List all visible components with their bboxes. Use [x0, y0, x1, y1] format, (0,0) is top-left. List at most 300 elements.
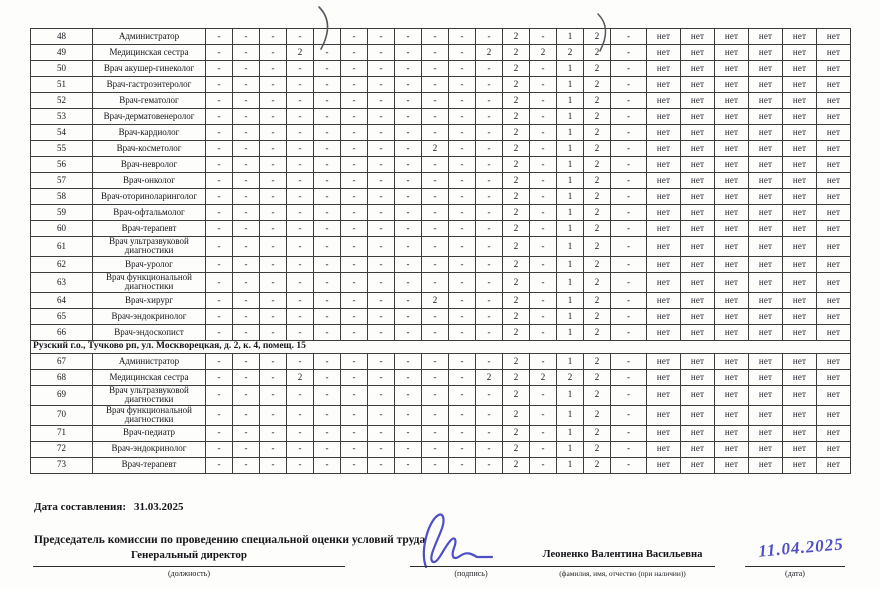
net-cell: нет: [647, 369, 681, 385]
row-number: 66: [31, 324, 93, 340]
data-cell: -: [206, 353, 233, 369]
data-cell: 2: [503, 272, 530, 292]
data-cell: -: [422, 272, 449, 292]
net-cell: нет: [681, 109, 715, 125]
data-cell: -: [233, 157, 260, 173]
data-cell: -: [395, 45, 422, 61]
data-cell: -: [395, 441, 422, 457]
data-cell: -: [395, 405, 422, 425]
data-cell: 2: [530, 45, 557, 61]
data-cell: -: [314, 93, 341, 109]
data-cell: -: [233, 425, 260, 441]
data-cell: -: [233, 441, 260, 457]
job-title-cell: Врач ультразвуковой диагностики: [93, 385, 206, 405]
data-cell: -: [530, 292, 557, 308]
table-row: [31, 29, 851, 45]
data-cell: 2: [584, 77, 611, 93]
data-cell: 1: [557, 125, 584, 141]
data-cell: -: [314, 237, 341, 257]
data-cell: -: [422, 77, 449, 93]
net-cell: нет: [647, 324, 681, 340]
data-cell: 2: [584, 29, 611, 45]
data-cell: -: [530, 425, 557, 441]
data-cell: -: [395, 324, 422, 340]
data-cell: -: [611, 324, 647, 340]
data-cell: 2: [584, 353, 611, 369]
data-cell: 2: [503, 205, 530, 221]
data-cell: 2: [584, 205, 611, 221]
data-cell: 2: [584, 61, 611, 77]
net-cell: нет: [647, 457, 681, 473]
data-cell: -: [233, 369, 260, 385]
data-cell: -: [395, 292, 422, 308]
data-cell: 1: [557, 292, 584, 308]
net-cell: нет: [715, 45, 749, 61]
net-cell: нет: [783, 256, 817, 272]
row-number: 57: [31, 173, 93, 189]
net-cell: нет: [749, 109, 783, 125]
data-cell: -: [314, 77, 341, 93]
net-cell: нет: [783, 173, 817, 189]
net-cell: нет: [749, 77, 783, 93]
data-cell: -: [314, 324, 341, 340]
net-cell: нет: [715, 93, 749, 109]
net-cell: нет: [715, 61, 749, 77]
data-cell: 2: [503, 292, 530, 308]
data-cell: -: [233, 353, 260, 369]
net-cell: нет: [783, 324, 817, 340]
data-cell: -: [476, 205, 503, 221]
data-cell: 2: [503, 441, 530, 457]
job-title-cell: Медицинская сестра: [93, 369, 206, 385]
data-cell: -: [206, 189, 233, 205]
data-cell: -: [368, 109, 395, 125]
data-cell: -: [314, 173, 341, 189]
job-title-cell: Врач-кардиолог: [93, 125, 206, 141]
row-number: 48: [31, 29, 93, 45]
job-title-cell: Врач-гастроэнтеролог: [93, 77, 206, 93]
row-number: 51: [31, 77, 93, 93]
data-cell: -: [368, 189, 395, 205]
data-cell: -: [422, 405, 449, 425]
row-number: 59: [31, 205, 93, 221]
data-cell: -: [287, 61, 314, 77]
job-title-cell: Врач-эндокринолог: [93, 441, 206, 457]
data-cell: 2: [503, 237, 530, 257]
job-title-cell: Врач-терапевт: [93, 457, 206, 473]
net-cell: нет: [817, 93, 851, 109]
data-cell: -: [368, 157, 395, 173]
data-cell: -: [449, 256, 476, 272]
data-cell: -: [206, 173, 233, 189]
data-cell: -: [476, 324, 503, 340]
data-cell: -: [341, 457, 368, 473]
net-cell: нет: [715, 77, 749, 93]
data-cell: -: [395, 221, 422, 237]
data-cell: -: [368, 441, 395, 457]
data-cell: -: [341, 29, 368, 45]
data-cell: 2: [503, 157, 530, 173]
net-cell: нет: [647, 93, 681, 109]
data-cell: -: [260, 369, 287, 385]
data-cell: -: [422, 189, 449, 205]
data-cell: -: [260, 125, 287, 141]
net-cell: нет: [817, 292, 851, 308]
data-cell: -: [341, 189, 368, 205]
data-cell: 1: [557, 425, 584, 441]
data-cell: -: [233, 61, 260, 77]
data-cell: -: [422, 93, 449, 109]
data-cell: -: [449, 93, 476, 109]
net-cell: нет: [715, 29, 749, 45]
net-cell: нет: [817, 441, 851, 457]
data-cell: -: [476, 425, 503, 441]
net-cell: нет: [749, 369, 783, 385]
net-cell: нет: [783, 385, 817, 405]
data-cell: -: [341, 405, 368, 425]
data-cell: -: [611, 109, 647, 125]
data-cell: 2: [584, 308, 611, 324]
data-cell: -: [314, 125, 341, 141]
data-cell: -: [341, 61, 368, 77]
net-cell: нет: [783, 308, 817, 324]
data-cell: -: [206, 157, 233, 173]
data-cell: -: [341, 425, 368, 441]
data-cell: -: [530, 205, 557, 221]
data-cell: -: [395, 61, 422, 77]
data-cell: -: [314, 221, 341, 237]
data-cell: -: [395, 173, 422, 189]
net-cell: нет: [783, 109, 817, 125]
net-cell: нет: [783, 45, 817, 61]
data-cell: -: [287, 221, 314, 237]
data-cell: 2: [584, 425, 611, 441]
data-cell: -: [206, 425, 233, 441]
net-cell: нет: [715, 157, 749, 173]
data-cell: -: [341, 125, 368, 141]
data-cell: -: [287, 441, 314, 457]
data-cell: -: [341, 272, 368, 292]
data-cell: -: [206, 205, 233, 221]
data-cell: -: [530, 237, 557, 257]
net-cell: нет: [749, 353, 783, 369]
data-cell: -: [341, 324, 368, 340]
data-cell: 1: [557, 237, 584, 257]
data-cell: -: [287, 173, 314, 189]
data-cell: 2: [584, 189, 611, 205]
net-cell: нет: [817, 425, 851, 441]
data-cell: -: [287, 141, 314, 157]
data-cell: -: [260, 221, 287, 237]
job-title-cell: Врач-эндоскопист: [93, 324, 206, 340]
data-cell: -: [314, 353, 341, 369]
net-cell: нет: [749, 205, 783, 221]
data-cell: -: [341, 385, 368, 405]
data-cell: -: [368, 205, 395, 221]
data-cell: -: [287, 353, 314, 369]
data-cell: -: [449, 308, 476, 324]
net-cell: нет: [647, 272, 681, 292]
row-number: 68: [31, 369, 93, 385]
data-cell: -: [368, 292, 395, 308]
data-cell: 2: [584, 405, 611, 425]
data-cell: -: [449, 205, 476, 221]
net-cell: нет: [715, 173, 749, 189]
data-cell: -: [287, 308, 314, 324]
data-cell: -: [206, 45, 233, 61]
data-cell: -: [476, 125, 503, 141]
data-cell: -: [530, 125, 557, 141]
net-cell: нет: [681, 324, 715, 340]
net-cell: нет: [647, 29, 681, 45]
data-cell: 1: [557, 308, 584, 324]
row-number: 72: [31, 441, 93, 457]
data-cell: -: [206, 324, 233, 340]
rows-container: [31, 29, 851, 474]
data-cell: -: [368, 77, 395, 93]
data-cell: -: [260, 256, 287, 272]
name-value: Леоненко Валентина Васильевна: [542, 549, 703, 560]
data-cell: -: [476, 237, 503, 257]
data-cell: -: [449, 405, 476, 425]
table-row: [31, 353, 851, 369]
data-cell: -: [341, 308, 368, 324]
data-cell: -: [287, 385, 314, 405]
data-cell: -: [368, 425, 395, 441]
data-cell: -: [530, 173, 557, 189]
data-cell: -: [233, 77, 260, 93]
table-row: [31, 205, 851, 221]
data-cell: -: [260, 405, 287, 425]
data-cell: -: [611, 61, 647, 77]
net-cell: нет: [817, 141, 851, 157]
data-cell: -: [341, 441, 368, 457]
net-cell: нет: [647, 157, 681, 173]
job-title-cell: Врач-педиатр: [93, 425, 206, 441]
data-cell: -: [206, 29, 233, 45]
data-cell: -: [341, 157, 368, 173]
data-cell: 1: [557, 272, 584, 292]
data-cell: -: [341, 205, 368, 221]
net-cell: нет: [783, 425, 817, 441]
data-cell: -: [368, 125, 395, 141]
net-cell: нет: [647, 205, 681, 221]
data-cell: -: [314, 369, 341, 385]
data-cell: -: [611, 237, 647, 257]
net-cell: нет: [715, 221, 749, 237]
data-cell: -: [287, 157, 314, 173]
table-row: [31, 272, 851, 292]
net-cell: нет: [681, 173, 715, 189]
table-row: [31, 369, 851, 385]
data-cell: -: [368, 29, 395, 45]
net-cell: нет: [817, 125, 851, 141]
data-cell: -: [530, 405, 557, 425]
net-cell: нет: [647, 405, 681, 425]
data-cell: -: [368, 256, 395, 272]
data-cell: -: [287, 292, 314, 308]
data-cell: -: [314, 405, 341, 425]
data-cell: -: [611, 205, 647, 221]
data-cell: 2: [503, 77, 530, 93]
net-cell: нет: [783, 353, 817, 369]
data-cell: -: [530, 29, 557, 45]
data-cell: -: [206, 441, 233, 457]
data-cell: -: [530, 93, 557, 109]
job-title-cell: Врач-косметолог: [93, 141, 206, 157]
data-cell: -: [260, 45, 287, 61]
net-cell: нет: [681, 441, 715, 457]
data-cell: -: [314, 441, 341, 457]
table-row: [31, 157, 851, 173]
data-cell: 2: [503, 125, 530, 141]
data-cell: -: [341, 353, 368, 369]
data-cell: -: [341, 369, 368, 385]
data-cell: 2: [584, 93, 611, 109]
net-cell: нет: [681, 205, 715, 221]
data-cell: -: [476, 61, 503, 77]
data-cell: -: [260, 308, 287, 324]
data-cell: 2: [503, 221, 530, 237]
data-cell: -: [449, 221, 476, 237]
data-cell: -: [449, 353, 476, 369]
data-cell: 2: [503, 425, 530, 441]
data-cell: -: [260, 173, 287, 189]
net-cell: нет: [817, 385, 851, 405]
data-cell: -: [395, 109, 422, 125]
net-cell: нет: [681, 45, 715, 61]
data-cell: 2: [503, 173, 530, 189]
job-title-cell: Врач-онколог: [93, 173, 206, 189]
net-cell: нет: [783, 292, 817, 308]
data-cell: -: [530, 441, 557, 457]
net-cell: нет: [715, 109, 749, 125]
data-cell: 1: [557, 385, 584, 405]
net-cell: нет: [647, 173, 681, 189]
data-cell: -: [287, 405, 314, 425]
data-cell: -: [341, 221, 368, 237]
net-cell: нет: [817, 45, 851, 61]
row-number: 55: [31, 141, 93, 157]
signature-caption: (подпись): [454, 569, 488, 578]
data-cell: -: [233, 308, 260, 324]
data-cell: -: [395, 425, 422, 441]
net-cell: нет: [715, 237, 749, 257]
data-cell: -: [476, 256, 503, 272]
data-cell: -: [449, 441, 476, 457]
data-cell: 2: [584, 272, 611, 292]
data-cell: 2: [584, 292, 611, 308]
data-cell: -: [476, 385, 503, 405]
data-cell: -: [395, 457, 422, 473]
data-cell: -: [233, 221, 260, 237]
data-cell: -: [611, 141, 647, 157]
job-title-cell: Врач функциональной диагностики: [93, 272, 206, 292]
compilation-date-line: [34, 501, 184, 513]
data-cell: -: [530, 324, 557, 340]
data-cell: -: [233, 272, 260, 292]
net-cell: нет: [817, 308, 851, 324]
table-row: [31, 425, 851, 441]
data-cell: -: [233, 109, 260, 125]
table-row: [31, 109, 851, 125]
table-row: [31, 324, 851, 340]
data-cell: 1: [557, 157, 584, 173]
data-cell: -: [341, 45, 368, 61]
data-cell: -: [611, 441, 647, 457]
net-cell: нет: [647, 256, 681, 272]
data-cell: -: [368, 221, 395, 237]
table-row: [31, 189, 851, 205]
net-cell: нет: [681, 353, 715, 369]
net-cell: нет: [749, 256, 783, 272]
row-number: 71: [31, 425, 93, 441]
data-cell: -: [422, 221, 449, 237]
data-cell: -: [611, 385, 647, 405]
data-cell: -: [611, 353, 647, 369]
data-cell: -: [422, 385, 449, 405]
data-cell: -: [368, 237, 395, 257]
data-cell: 2: [584, 256, 611, 272]
data-cell: -: [422, 125, 449, 141]
data-cell: -: [611, 77, 647, 93]
data-cell: -: [314, 385, 341, 405]
data-cell: -: [260, 189, 287, 205]
data-cell: -: [476, 221, 503, 237]
net-cell: нет: [817, 256, 851, 272]
data-cell: -: [449, 77, 476, 93]
row-number: 60: [31, 221, 93, 237]
data-cell: -: [395, 256, 422, 272]
data-cell: -: [368, 272, 395, 292]
data-cell: -: [260, 109, 287, 125]
data-cell: -: [611, 157, 647, 173]
net-cell: нет: [715, 205, 749, 221]
net-cell: нет: [749, 29, 783, 45]
net-cell: нет: [681, 385, 715, 405]
data-cell: -: [449, 61, 476, 77]
net-cell: нет: [715, 308, 749, 324]
data-cell: 1: [557, 93, 584, 109]
data-cell: -: [314, 457, 341, 473]
net-cell: нет: [681, 457, 715, 473]
data-cell: -: [287, 256, 314, 272]
data-cell: -: [287, 109, 314, 125]
net-cell: нет: [681, 29, 715, 45]
data-cell: -: [287, 324, 314, 340]
data-cell: -: [341, 109, 368, 125]
data-cell: 1: [557, 441, 584, 457]
data-cell: -: [314, 109, 341, 125]
table-row: [31, 256, 851, 272]
data-cell: 2: [422, 292, 449, 308]
table-row: [31, 125, 851, 141]
data-cell: 1: [557, 205, 584, 221]
data-cell: -: [287, 29, 314, 45]
net-cell: нет: [749, 221, 783, 237]
data-cell: 2: [584, 157, 611, 173]
data-cell: -: [449, 29, 476, 45]
chairman-title-line: Председатель комиссии по проведению специальной оценки условий труда: [34, 534, 426, 546]
net-cell: нет: [681, 308, 715, 324]
data-cell: -: [206, 221, 233, 237]
job-title-cell: Врач-терапевт: [93, 221, 206, 237]
data-cell: -: [476, 457, 503, 473]
data-cell: 2: [584, 385, 611, 405]
data-cell: 2: [503, 457, 530, 473]
data-cell: -: [233, 189, 260, 205]
pen-mark-icon: [586, 11, 620, 55]
